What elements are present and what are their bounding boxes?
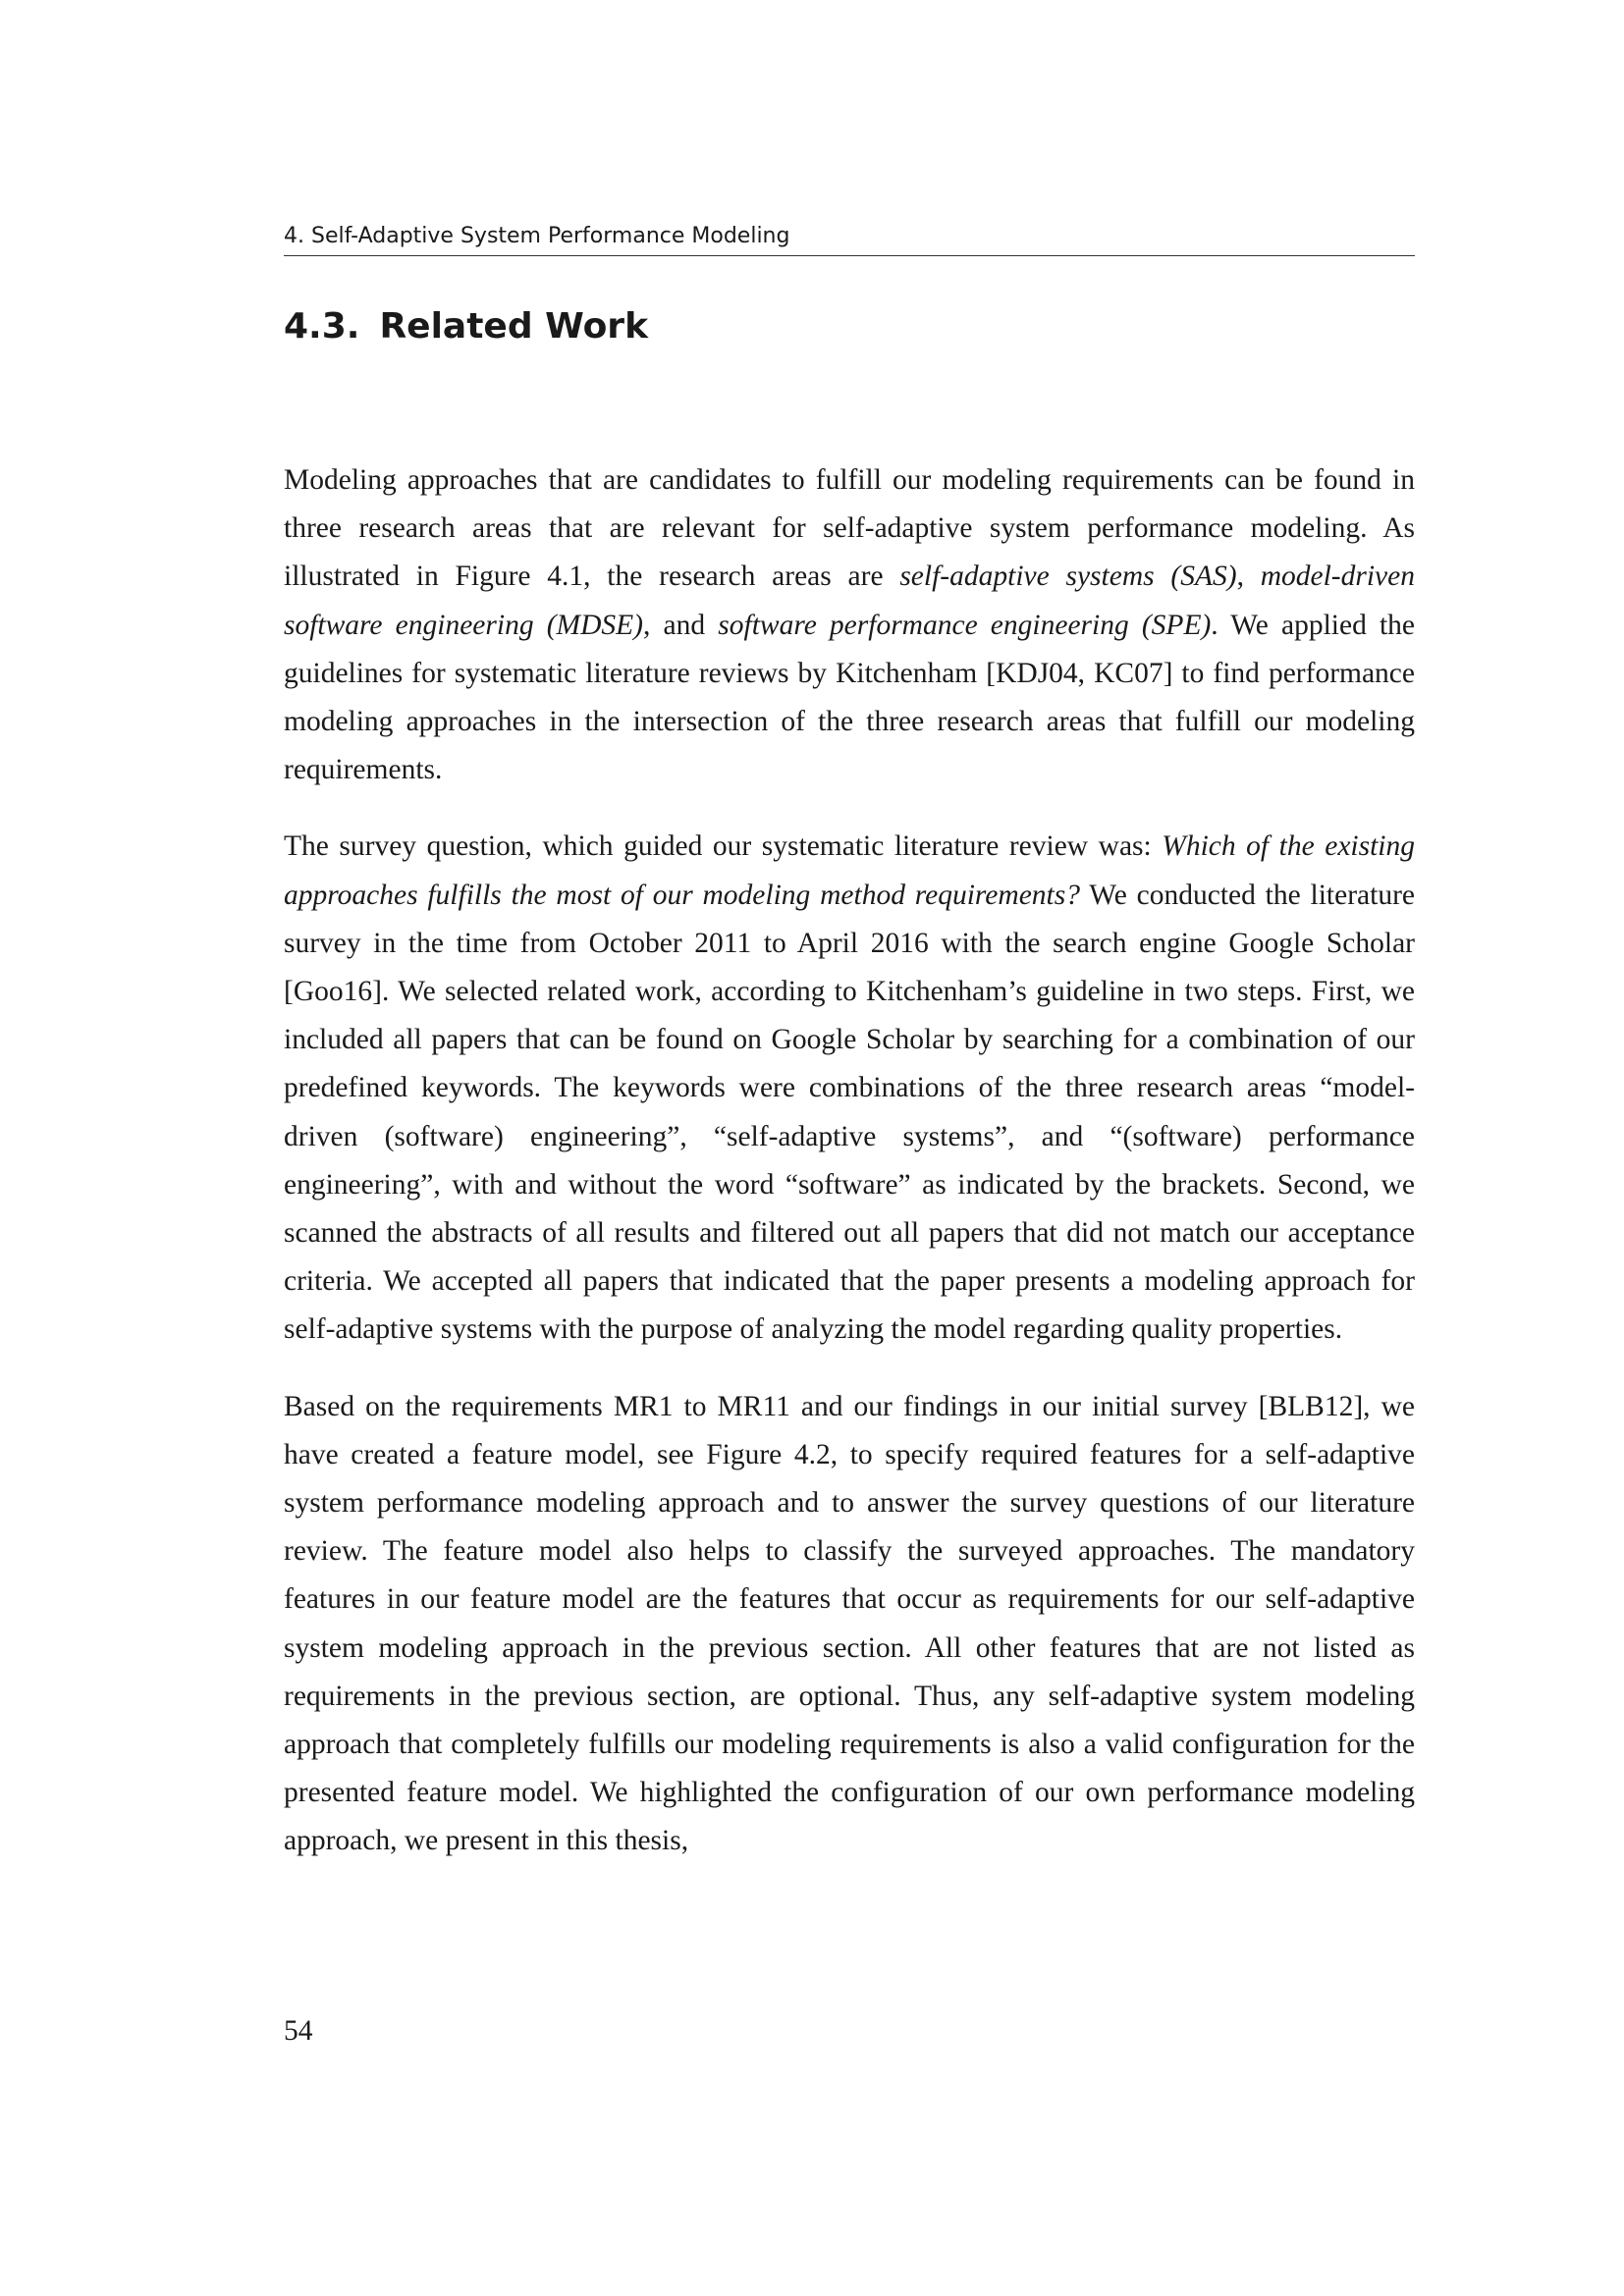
running-header: 4. Self-Adaptive System Performance Modeling — [284, 222, 1415, 256]
term-spe: software performance engineering (SPE) — [718, 609, 1212, 641]
term-mdse: model-driven software engineering (MDSE) — [284, 561, 1415, 641]
page-number: 54 — [284, 2015, 313, 2047]
section-title: Related Work — [379, 306, 649, 347]
survey-question: Which of the existing approaches fulfills the most of our modeling method requirements? — [284, 830, 1415, 911]
paragraph-3: Based on the requirements MR1 to MR11 and our findings in our initial survey [BLB12], we have created a feature model, see Figure 4.2, to specify required features for a self-adaptive system performance modeling approach and to answer the survey questions of our literature review. The feature model also helps to classify the surveyed approaches. The mandatory features in our feature model are the features that occur as requirements for our self-adaptive system modeling approach in the previous section. All other features that are not listed as requirements in the previous section, are optional. Thus, any self-adaptive system modeling approach that completely fulfills our modeling requirements is also a valid configuration for the presented feature model. We highlighted the configuration of our own performance modeling approach, we present in this thesis, — [284, 1390, 1415, 1857]
section-heading — [284, 302, 648, 351]
paragraph-2: The survey question, which guided our systematic literature review was: Which of the existing approaches fulfills the most of our modeling method requirements? We conducted the literature survey in the time from October 2011 to April 2016 with the search engine Google Scholar [Goo16]. We selected related work, according to Kitchenham’s guideline in two steps. First, we included all papers that can be found on Google Scholar by searching for a combination of our predefined keywords. The keywords were combinations of the three research areas “model-driven (software) engineering”, “self-adaptive systems”, and “(software) performance engineering”, with and without the word “software” as indicated by the brackets. Second, we scanned the abstracts of all results and filtered out all papers that did not match our acceptance criteria. We accepted all papers that indicated that the paper presents a modeling approach for self-adaptive systems with the purpose of analyzing the model regarding quality properties. — [284, 830, 1415, 1346]
paragraph-1: Modeling approaches that are candidates to fulfill our modeling requirements can be found in three research areas that are relevant for self-adaptive system performance modeling. As illustrated in Figure 4.1, the research areas are self-adaptive systems (SAS), model-driven software engineering (MDSE), and software performance engineering (SPE). We applied the guidelines for systematic literature reviews by Kitchenham [KDJ04, KC07] to find performance modeling approaches in the intersection of the three research areas that fulfill our modeling requirements. — [284, 464, 1415, 786]
body-text — [284, 456, 1415, 1895]
term-sas: self-adaptive systems (SAS) — [899, 561, 1237, 593]
section-number: 4.3. — [284, 306, 360, 347]
